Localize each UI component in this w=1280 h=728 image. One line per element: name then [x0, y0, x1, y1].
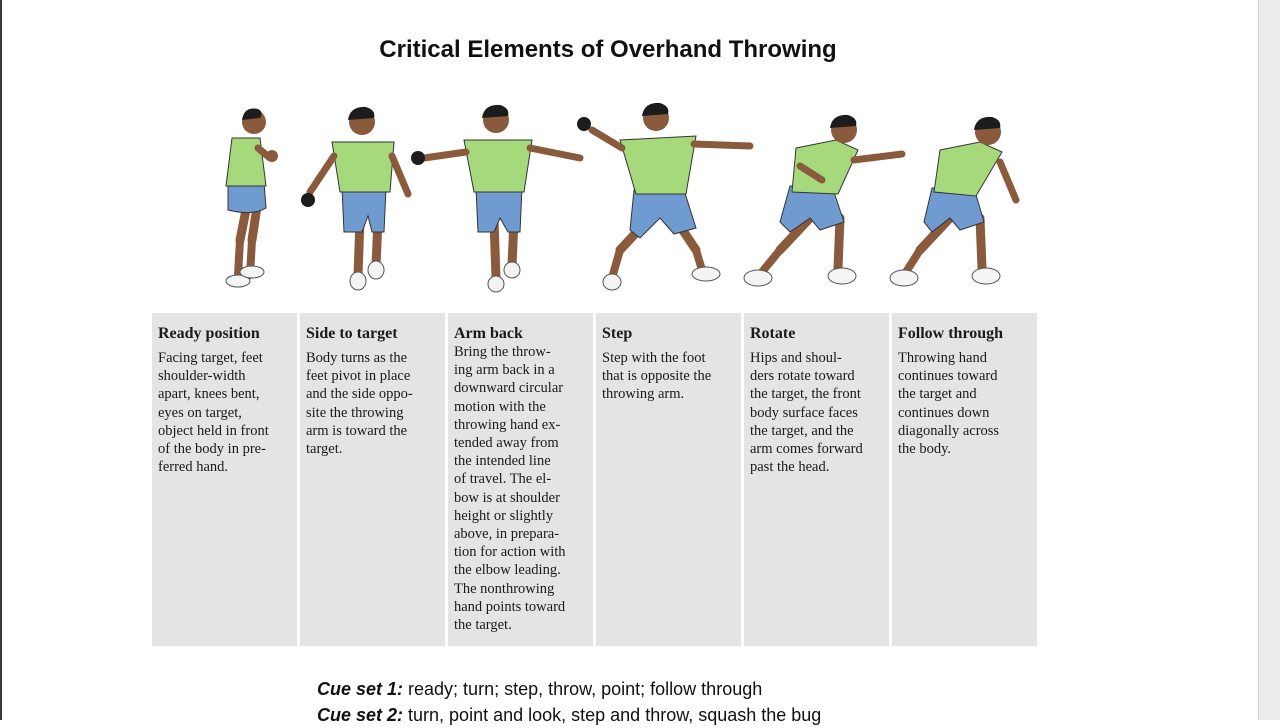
cue-set-text: turn, point and look, step and throw, squash the bug [403, 705, 822, 725]
step-label: Arm back [454, 325, 523, 342]
cue-set-1 [317, 676, 821, 702]
cue-set-2 [317, 702, 821, 728]
cue-sets [317, 676, 821, 728]
step-label: Follow through [898, 325, 1004, 342]
figure-arm-back [411, 105, 580, 292]
throwing-sequence-illustration [150, 100, 1040, 300]
step-description: Throwing hand continues toward the target and continues down diagonally across the body. [898, 350, 1000, 458]
critical-elements-table [152, 313, 1037, 646]
cue-set-text: ready; turn; step, throw, point; follow through [403, 679, 763, 699]
figure-step [577, 103, 750, 290]
cue-set-label: Cue set 1: [317, 679, 404, 699]
step-column-rotate [744, 313, 889, 646]
step-column-follow-through [892, 313, 1037, 646]
step-description: Bring the throw- ing arm back in a downward circular motion with the throwing hand ex- tended away from the intended line of travel. The el- bow is at shoulder height or slightly above, in prepara- tion for action with the elbow leading. The nonthrowing hand points toward the target. [454, 344, 566, 634]
figure-ready-position [226, 108, 278, 287]
step-column-arm-back [448, 313, 593, 646]
page-left-edge [0, 0, 2, 720]
step-description: Facing target, feet shoulder-width apart, knees bent, eyes on target, object held in front of the body in pre- ferred hand. [158, 350, 269, 476]
figure-rotate [744, 115, 902, 286]
figure-side-to-target [301, 107, 408, 290]
step-column-step [596, 313, 741, 646]
figure-follow-through [890, 117, 1016, 286]
step-description: Hips and shoul- ders rotate toward the target, the front body surface faces the target, and the arm comes forward past the head. [750, 350, 863, 476]
scrollbar-track[interactable] [1258, 0, 1280, 720]
step-label: Rotate [750, 325, 796, 342]
step-column-side-to-target [300, 313, 445, 646]
page-title: Critical Elements of Overhand Throwing [379, 36, 837, 63]
step-description: Step with the foot that is opposite the throwing arm. [602, 350, 712, 403]
cue-set-label: Cue set 2: [317, 705, 404, 725]
step-label: Side to target [306, 325, 398, 342]
step-description: Body turns as the feet pivot in place and the side oppo- site the throwing arm is toward the target. [306, 350, 413, 458]
step-label: Step [602, 325, 633, 342]
step-label: Ready position [158, 325, 260, 342]
step-column-ready-position [152, 313, 297, 646]
